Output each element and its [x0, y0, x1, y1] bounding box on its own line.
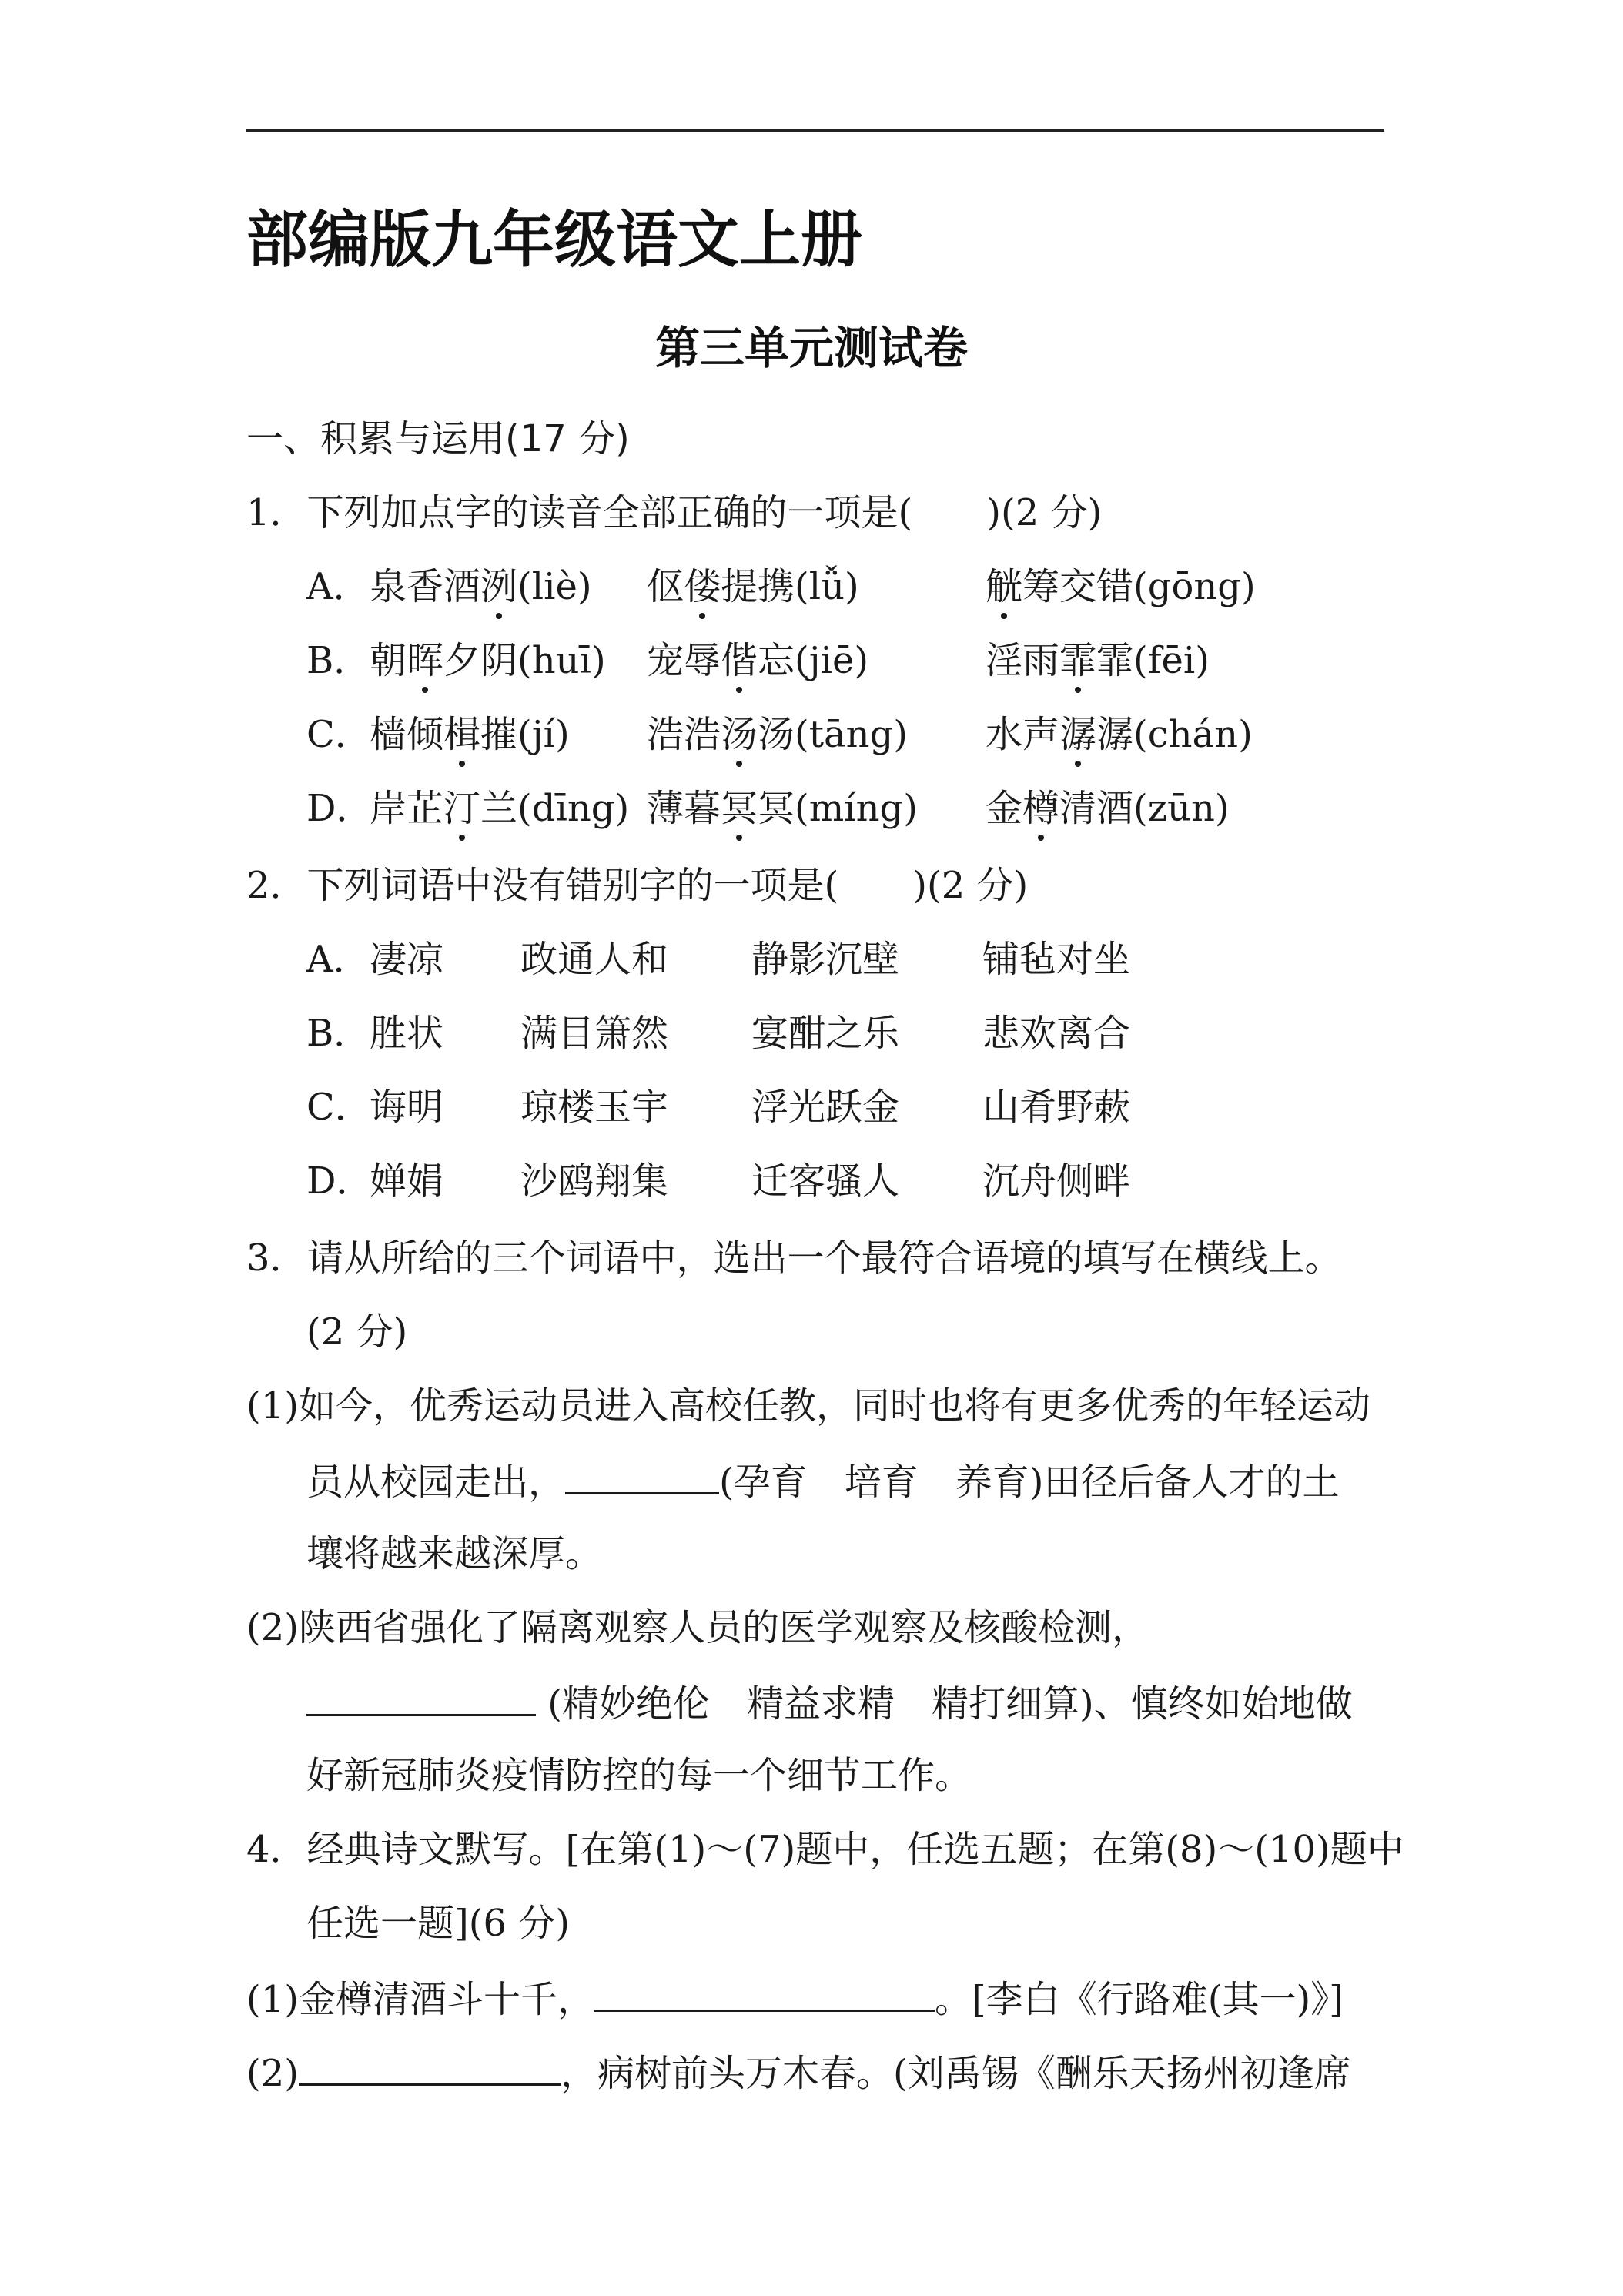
option-item: 宠辱偕忘(jiē)	[647, 636, 868, 685]
option-letter: D．	[306, 1160, 373, 1203]
option-item: 觥筹交错(gōng)	[986, 562, 1256, 611]
document-subtitle: 第三单元测试卷	[654, 322, 968, 374]
option-word: 满目箫然	[520, 1012, 669, 1055]
question-4-stem: 4．经典诗文默写。[在第(1)～(7)题中，任选五题；在第(8)～(10)题中	[246, 1828, 1404, 1871]
option-item: 金樽清酒(zūn)	[986, 784, 1230, 833]
answer-blank	[565, 1455, 719, 1494]
option-item: 浩浩汤汤(tāng)	[647, 710, 908, 759]
option-item: 薄暮冥冥(míng)	[647, 784, 918, 833]
document-title: 部编版九年级语文上册	[246, 204, 862, 276]
question-4-item-2: (2) ，病树前头万木春。(刘禹锡《酬乐天扬州初逢席	[246, 2047, 1351, 2096]
option-word: 沙鸥翔集	[520, 1160, 669, 1203]
question-1-stem: 1．下列加点字的读音全部正确的一项是( )(2 分)	[246, 491, 1103, 534]
option-item: 朝晖夕阴(huī)	[370, 636, 606, 685]
question-3-part2-line1: (2)陕西省强化了隔离观察人员的医学观察及核酸检测，	[246, 1606, 1149, 1649]
question-4-item-1: (1)金樽清酒斗十千， 。[李白《行路难(其一)》]	[246, 1973, 1344, 2022]
option-word: 迁客骚人	[751, 1160, 900, 1203]
dotted-character: 偕	[721, 636, 758, 685]
option-letter: C．	[306, 713, 372, 756]
dotted-character: 楫	[443, 710, 480, 759]
dotted-character: 汀	[443, 784, 480, 833]
option-word: 琼楼玉宇	[520, 1086, 669, 1129]
option-word: 政通人和	[520, 938, 669, 981]
question-4-instructions: 任选一题](6 分)	[306, 1902, 570, 1945]
question-3-part2-line3: 好新冠肺炎疫情防控的每一个细节工作。	[306, 1754, 972, 1797]
question-3-part1-line2: 员从校园走出， (孕育 培育 养育)田径后备人才的土	[306, 1455, 1339, 1504]
answer-blank	[306, 1677, 536, 1716]
option-word: 沉舟侧畔	[982, 1160, 1131, 1203]
option-item: 淫雨霏霏(fēi)	[986, 636, 1210, 685]
option-word: 铺毡对坐	[982, 938, 1131, 981]
question-3-stem: 3．请从所给的三个词语中，选出一个最符合语境的填写在横线上。	[246, 1237, 1342, 1280]
option-word: 悲欢离合	[982, 1012, 1131, 1055]
dotted-character: 樽	[1022, 784, 1059, 833]
answer-blank	[299, 2047, 561, 2086]
dotted-character: 洌	[480, 562, 517, 611]
question-2-stem: 2．下列词语中没有错别字的一项是( )(2 分)	[246, 864, 1029, 907]
option-letter: B．	[306, 1012, 371, 1055]
question-3-part2-line2: (精妙绝伦 精益求精 精打细算)、慎终如始地做	[306, 1677, 1353, 1726]
option-word: 静影沉壁	[751, 938, 900, 981]
option-item: 伛偻提携(lǚ)	[647, 562, 859, 611]
option-word: 山肴野蔌	[982, 1086, 1131, 1129]
dotted-character: 晖	[407, 636, 443, 685]
option-word: 婵娟	[370, 1160, 444, 1203]
option-letter: B．	[306, 639, 371, 682]
option-item: 泉香酒洌(liè)	[370, 562, 592, 611]
question-3-part1-line1: (1)如今，优秀运动员进入高校任教，同时也将有更多优秀的年轻运动	[246, 1384, 1370, 1427]
option-item: 水声潺潺(chán)	[986, 710, 1253, 759]
dotted-character: 霏	[1059, 636, 1096, 685]
option-word: 浮光跃金	[751, 1086, 900, 1129]
dotted-character: 冥	[721, 784, 758, 833]
answer-blank	[594, 1973, 935, 2012]
option-letter: A．	[306, 565, 370, 608]
dotted-character: 潺	[1059, 710, 1096, 759]
option-letter: D．	[306, 787, 373, 830]
dotted-character: 汤	[721, 710, 758, 759]
question-3-part1-line3: 壤将越来越深厚。	[306, 1532, 603, 1575]
option-item: 樯倾楫摧(jí)	[370, 710, 570, 759]
option-letter: A．	[306, 938, 370, 981]
option-word: 诲明	[370, 1086, 444, 1129]
option-word: 胜状	[370, 1012, 444, 1055]
option-word: 宴酣之乐	[751, 1012, 900, 1055]
header-rule	[246, 129, 1384, 132]
option-word: 凄凉	[370, 938, 444, 981]
dotted-character: 偻	[684, 562, 721, 611]
option-letter: C．	[306, 1086, 372, 1129]
option-item: 岸芷汀兰(dīng)	[370, 784, 629, 833]
section-heading: 一、积累与运用(17 分)	[246, 417, 630, 460]
dotted-character: 觥	[986, 562, 1022, 611]
question-3-points: (2 分)	[306, 1310, 408, 1354]
